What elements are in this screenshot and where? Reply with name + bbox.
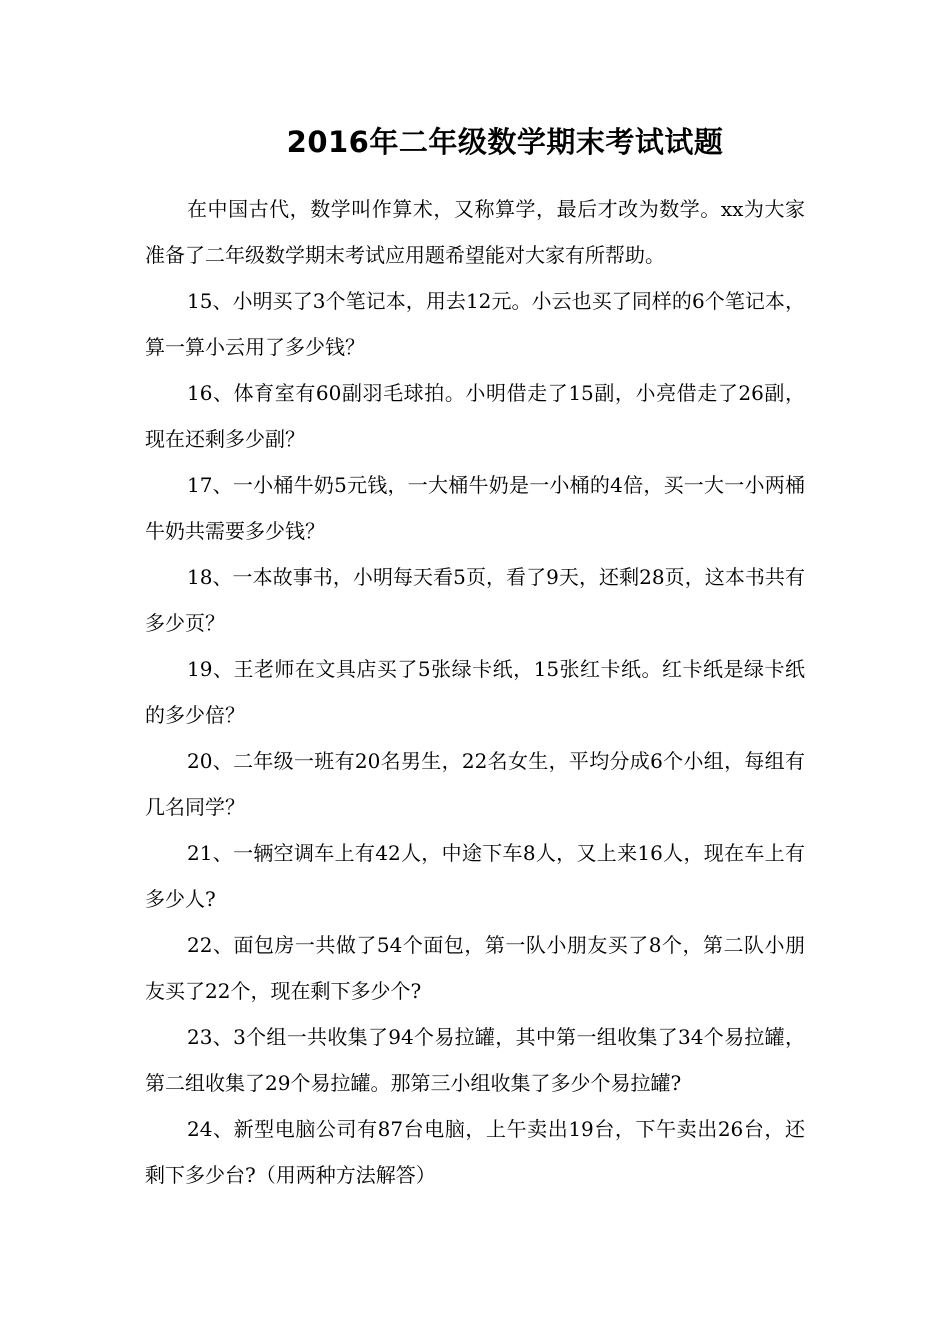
question-16: 16、体育室有60副羽毛球拍。小明借走了15副，小亮借走了26副，现在还剩多少副？ (145, 381, 805, 451)
document-title: 2016年二年级数学期末考试试题 (286, 125, 724, 159)
question-20: 20、二年级一班有20名男生，22名女生，平均分成6个小组，每组有几名同学？ (145, 749, 805, 819)
question-19: 19、王老师在文具店买了5张绿卡纸，15张红卡纸。红卡纸是绿卡纸的多少倍？ (145, 657, 805, 727)
document-body (145, 186, 805, 1198)
question-21: 21、一辆空调车上有42人，中途下车8人，又上来16人，现在车上有多少人? (145, 841, 805, 911)
question-23: 23、3个组一共收集了94个易拉罐，其中第一组收集了34个易拉罐，第二组收集了29个易拉罐。那第三小组收集了多少个易拉罐? (145, 1025, 805, 1095)
question-17: 17、一小桶牛奶5元钱，一大桶牛奶是一小桶的4倍，买一大一小两桶牛奶共需要多少钱？ (145, 473, 805, 543)
question-24: 24、新型电脑公司有87台电脑，上午卖出19台，下午卖出26台，还剩下多少台?（用两种方法解答） (145, 1117, 805, 1187)
question-15: 15、小明买了3个笔记本，用去12元。小云也买了同样的6个笔记本，算一算小云用了多少钱？ (145, 289, 805, 359)
paragraph-intro: 在中国古代，数学叫作算术，又称算学，最后才改为数学。xx为大家准备了二年级数学期末考试应用题希望能对大家有所帮助。 (145, 197, 805, 267)
question-22: 22、面包房一共做了54个面包，第一队小朋友买了8个，第二队小朋友买了22个，现在剩下多少个? (145, 933, 805, 1003)
question-18: 18、一本故事书，小明每天看5页，看了9天，还剩28页，这本书共有多少页？ (145, 565, 805, 635)
